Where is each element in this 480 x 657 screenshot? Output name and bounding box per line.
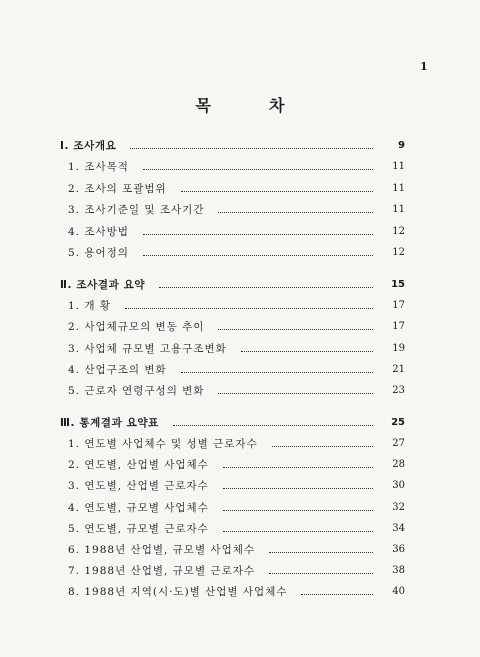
toc-entry-label: 5. 근로자 연령구성의 변화	[68, 385, 205, 397]
toc-entry	[60, 541, 405, 557]
toc-entry-page-number: 11	[392, 183, 405, 194]
toc-entry	[60, 158, 405, 174]
toc-entry-label: 8. 1988년 지역(시·도)별 산업별 사업체수	[68, 586, 288, 598]
dot-leader	[218, 212, 373, 213]
toc-entry	[60, 361, 405, 377]
toc-entry-page-number: 17	[392, 300, 405, 311]
toc-entry	[60, 382, 405, 398]
toc-entry	[60, 244, 405, 260]
toc-entry	[60, 520, 405, 536]
dot-leader	[301, 594, 373, 595]
toc-entry	[60, 435, 405, 451]
toc-entry	[60, 499, 405, 515]
toc-entry-label: 3. 조사기준일 및 조사기간	[68, 204, 205, 216]
toc-entry-label: 4. 산업구조의 변화	[68, 364, 167, 376]
dot-leader	[181, 191, 373, 192]
dot-leader	[269, 573, 373, 574]
dot-leader	[241, 351, 373, 352]
toc-entry-label: 1. 연도별 사업체수 및 성별 근로자수	[68, 438, 258, 450]
dot-leader	[223, 510, 373, 511]
toc-entry	[60, 456, 405, 472]
page-number-mark: 1	[420, 60, 428, 73]
dot-leader	[143, 234, 373, 235]
toc-entry-page-number: 30	[392, 480, 405, 491]
dot-leader	[143, 169, 373, 170]
toc-entry-page-number: 9	[398, 140, 405, 151]
dot-leader	[159, 287, 373, 288]
toc-entry-label: 3. 사업체 규모별 고용구조변화	[68, 343, 227, 355]
dot-leader	[223, 467, 373, 468]
toc-entry	[60, 297, 405, 313]
toc-entry-page-number: 11	[392, 204, 405, 215]
toc-entry-label: Ⅰ. 조사개요	[60, 140, 117, 152]
toc-entry	[60, 180, 405, 196]
toc-entry-label: 5. 연도별, 규모별 근로자수	[68, 523, 209, 535]
toc-entry-label: 1. 조사목적	[68, 161, 129, 173]
toc-entry-page-number: 12	[392, 247, 405, 258]
page-title	[0, 93, 480, 116]
toc-entry-page-number: 32	[392, 502, 405, 513]
toc-entry-page-number: 12	[392, 226, 405, 237]
toc-section-entry	[60, 137, 405, 153]
toc-entry-page-number: 27	[392, 438, 405, 449]
dot-leader	[272, 446, 373, 447]
toc-entry-label: 3. 연도별, 산업별 근로자수	[68, 480, 209, 492]
dot-leader	[218, 393, 373, 394]
toc-entry-page-number: 40	[392, 586, 405, 597]
toc-entry	[60, 201, 405, 217]
toc-entry-label: Ⅲ. 통계결과 요약표	[60, 417, 159, 429]
toc-entry	[60, 340, 405, 356]
toc-entry-page-number: 15	[391, 279, 405, 290]
toc-entry-page-number: 25	[391, 417, 405, 428]
dot-leader	[143, 255, 373, 256]
toc-entry	[60, 318, 405, 334]
toc-entry-label: 5. 용어정의	[68, 247, 129, 259]
title-char-1: 목	[195, 96, 211, 115]
toc-entry	[60, 223, 405, 239]
toc-entry-page-number: 28	[392, 459, 405, 470]
toc-entry-label: Ⅱ. 조사결과 요약	[60, 279, 146, 291]
toc-entry-page-number: 23	[392, 385, 405, 396]
dot-leader	[269, 552, 373, 553]
toc-section-entry	[60, 414, 405, 430]
toc-entry-page-number: 17	[392, 321, 405, 332]
toc-entry-page-number: 11	[392, 161, 405, 172]
toc-entry-page-number: 19	[392, 343, 405, 354]
dot-leader	[223, 531, 373, 532]
toc-section-entry	[60, 276, 405, 292]
dot-leader	[218, 329, 373, 330]
dot-leader	[130, 148, 373, 149]
dot-leader	[125, 308, 373, 309]
toc-entry	[60, 562, 405, 578]
dot-leader	[181, 372, 373, 373]
dot-leader	[173, 425, 373, 426]
toc-entry-page-number: 36	[392, 544, 405, 555]
toc-entry-label: 4. 조사방법	[68, 226, 129, 238]
toc-entry	[60, 477, 405, 493]
toc-entry-label: 4. 연도별, 규모별 사업체수	[68, 502, 209, 514]
toc-entry-label: 6. 1988년 산업별, 규모별 사업체수	[68, 544, 256, 556]
title-char-2: 차	[269, 96, 285, 115]
toc-entry-page-number: 21	[392, 364, 405, 375]
toc-entry-label: 2. 연도별, 산업별 사업체수	[68, 459, 209, 471]
toc-entry-page-number: 34	[392, 523, 405, 534]
dot-leader	[223, 488, 373, 489]
toc-entry-label: 2. 조사의 포괄범위	[68, 183, 167, 195]
toc-entry-label: 1. 개 황	[68, 300, 111, 312]
toc-entry-label: 2. 사업체규모의 변동 추이	[68, 321, 205, 333]
toc-entry-label: 7. 1988년 산업별, 규모별 근로자수	[68, 565, 256, 577]
toc-entry-page-number: 38	[392, 565, 405, 576]
toc-entry	[60, 583, 405, 599]
